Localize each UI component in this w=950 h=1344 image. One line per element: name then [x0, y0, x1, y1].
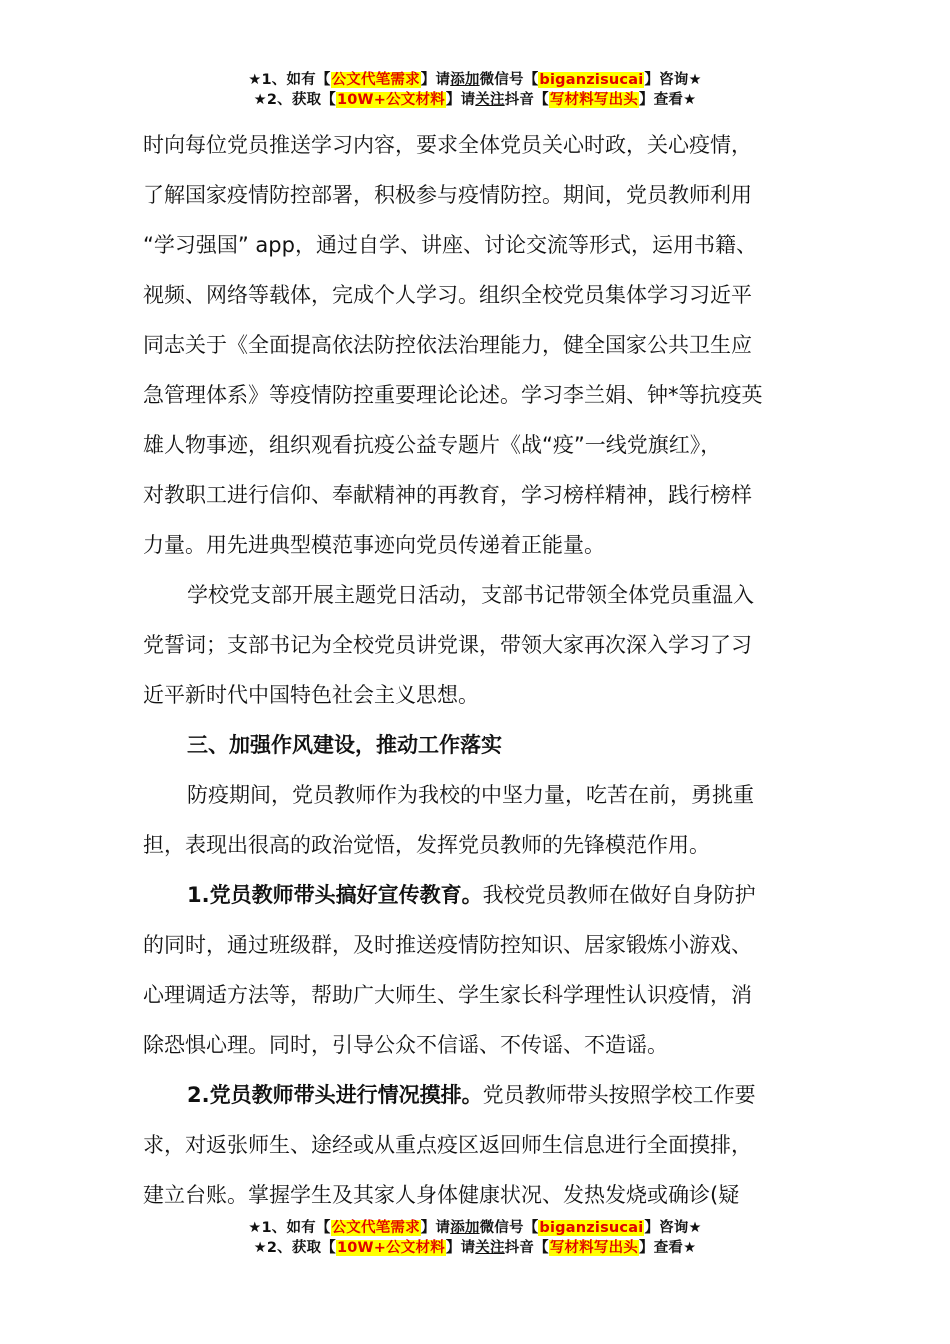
promo-text: 微信号【	[479, 1220, 539, 1236]
promo-highlight: biganzisucai	[539, 72, 644, 88]
promo-text: 抖音【	[504, 92, 549, 108]
paragraph-line: 了解国家疫情防控部署，积极参与疫情防控。期间，党员教师利用	[143, 183, 752, 207]
promo-highlight: 公文代笔需求	[331, 72, 420, 88]
promo-text: 】请	[445, 92, 476, 108]
promo-underlined: 关注	[475, 1240, 505, 1256]
paragraph-line: 的同时，通过班级群，及时推送疫情防控知识、居家锻炼小游戏、	[143, 933, 752, 957]
promo-underlined: 添加	[450, 72, 480, 88]
paragraph-line: 雄人物事迹，组织观看抗疫公益专题片《战“疫”一线党旗红》，	[143, 433, 722, 457]
paragraph-line: 心理调适方法等，帮助广大师生、学生家长科学理性认识疫情，消	[143, 983, 752, 1007]
bottom-promo-banner	[0, 1218, 950, 1258]
promo-line-1	[0, 70, 950, 90]
paragraph-line: 建立台账。掌握学生及其家人身体健康状况、发热发烧或确诊(疑	[143, 1183, 740, 1207]
paragraph-line: 党誓词；支部书记为全校党员讲党课，带领大家再次深入学习了习	[143, 633, 752, 657]
paragraph-line: 学校党支部开展主题党日活动，支部书记带领全体党员重温入	[187, 583, 754, 607]
paragraph-line: 除恐惧心理。同时，引导公众不信谣、不传谣、不造谣。	[143, 1033, 668, 1057]
paragraph-line: 求，对返张师生、途经或从重点疫区返回师生信息进行全面摸排，	[143, 1133, 752, 1157]
item-lead: 1.党员教师带头搞好宣传教育。	[187, 883, 483, 907]
paragraph-line: “学习强国” app，通过自学、讲座、讨论交流等形式，运用书籍、	[143, 233, 757, 257]
paragraph-line: 视频、网络等载体，完成个人学习。组织全校党员集体学习习近平	[143, 283, 752, 307]
promo-text: 】请	[420, 1220, 451, 1236]
promo-text: 】咨询★	[644, 1220, 702, 1236]
promo-underlined: 关注	[475, 92, 505, 108]
promo-highlight: biganzisucai	[539, 1220, 644, 1236]
promo-highlight: 公文代笔需求	[331, 1220, 420, 1236]
promo-text: ★2、获取【	[253, 92, 336, 108]
paragraph-line: 时向每位党员推送学习内容，要求全体党员关心时政，关心疫情，	[143, 133, 752, 157]
promo-text: ★1、如有【	[248, 72, 331, 88]
paragraph-line	[143, 1070, 813, 1120]
promo-highlight: 10W+公文材料	[336, 92, 445, 108]
item-text: 我校党员教师在做好自身防护	[482, 883, 756, 907]
promo-text: 】查看★	[639, 1240, 697, 1256]
paragraph-line: 防疫期间，党员教师作为我校的中坚力量，吃苦在前，勇挑重	[187, 783, 754, 807]
paragraph-line: 同志关于《全面提高依法防控依法治理能力，健全国家公共卫生应	[143, 333, 752, 357]
promo-highlight: 写材料写出头	[549, 92, 639, 108]
item-lead: 2.党员教师带头进行情况摸排。	[187, 1083, 483, 1107]
promo-text: ★2、获取【	[253, 1240, 336, 1256]
promo-text: 微信号【	[479, 72, 539, 88]
promo-text: 】请	[420, 72, 451, 88]
paragraph-line: 近平新时代中国特色社会主义思想。	[143, 683, 479, 707]
section-heading: 三、加强作风建设，推动工作落实	[187, 733, 502, 757]
document-body	[143, 120, 813, 1220]
promo-text: 】查看★	[639, 92, 697, 108]
paragraph-line	[143, 870, 813, 920]
promo-text: ★1、如有【	[248, 1220, 331, 1236]
promo-text: 】咨询★	[644, 72, 702, 88]
promo-highlight: 写材料写出头	[549, 1240, 639, 1256]
top-promo-banner	[0, 70, 950, 110]
promo-highlight: 10W+公文材料	[336, 1240, 445, 1256]
item-text: 党员教师带头按照学校工作要	[482, 1083, 756, 1107]
paragraph-line: 力量。用先进典型模范事迹向党员传递着正能量。	[143, 533, 605, 557]
promo-line-1	[0, 1218, 950, 1238]
promo-underlined: 添加	[450, 1220, 480, 1236]
paragraph-line: 急管理体系》等疫情防控重要理论论述。学习李兰娟、钟*等抗疫英	[143, 383, 763, 407]
promo-line-2	[0, 90, 950, 110]
promo-text: 】请	[445, 1240, 476, 1256]
paragraph-line: 担，表现出很高的政治觉悟，发挥党员教师的先锋模范作用。	[143, 833, 710, 857]
promo-text: 抖音【	[504, 1240, 549, 1256]
promo-line-2	[0, 1238, 950, 1258]
paragraph-line: 对教职工进行信仰、奉献精神的再教育，学习榜样精神，践行榜样	[143, 483, 752, 507]
